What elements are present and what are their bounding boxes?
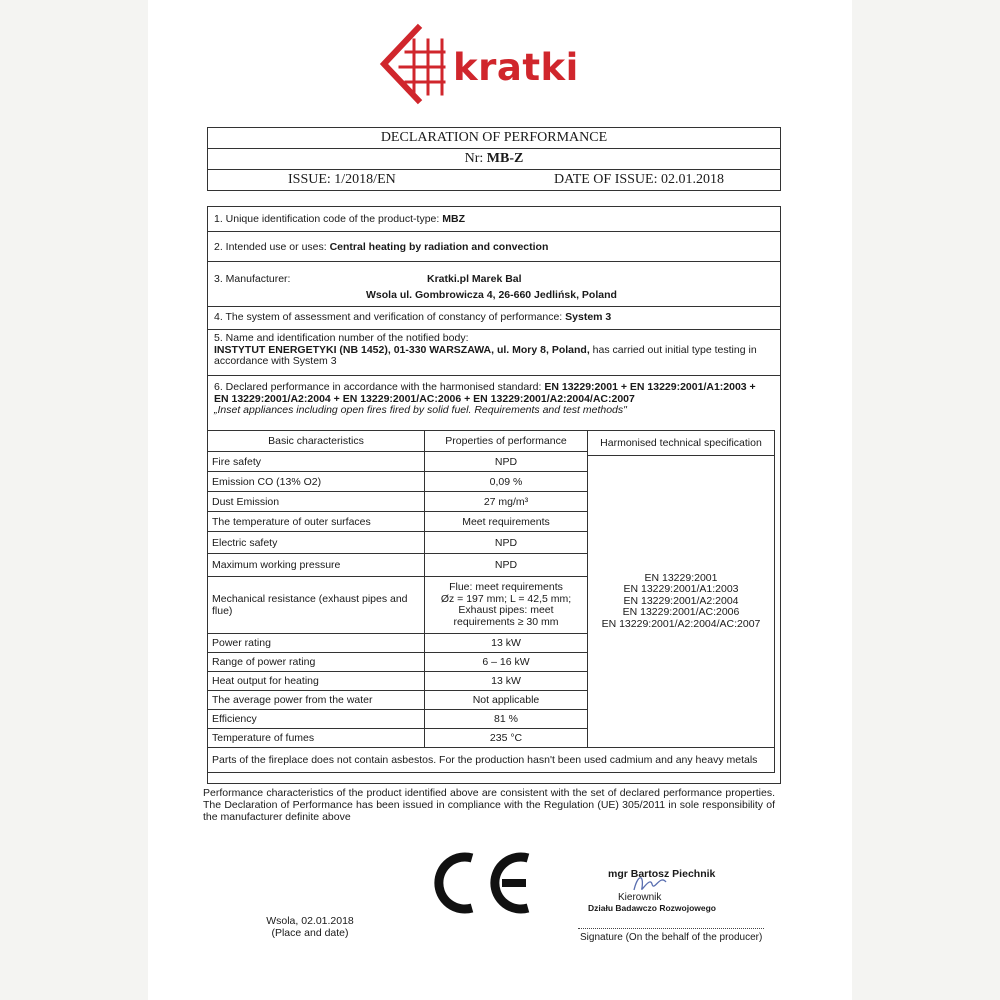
table-row-char: The temperature of outer surfaces: [207, 511, 425, 532]
signatory-department: Działu Badawczo Rozwojowego: [588, 903, 716, 913]
table-row-char: Fire safety: [207, 451, 425, 472]
table-header-characteristics: Basic characteristics: [207, 430, 425, 452]
table-row-char: Power rating: [207, 633, 425, 653]
table-row-perf: Not applicable: [424, 690, 588, 710]
signatory-name: mgr Bartosz Piechnik: [608, 868, 716, 880]
compliance-statement: Performance characteristics of the product identified above are consistent with the set of declared performance properties. The Declaration of Performance has been issued in compliance with the Regulation (UE) 305/2011 in sole responsibility of the manufacturer definite above: [203, 787, 775, 823]
kratki-logo: [378, 22, 618, 106]
ce-mark: [428, 852, 532, 914]
doc-number: Nr: MB-Z: [464, 151, 524, 166]
signatory-role: Kierownik: [618, 892, 662, 903]
performance-table: [207, 430, 775, 773]
signature-caption: Signature (On the behalf of the producer): [580, 932, 763, 943]
doc-header: [207, 127, 781, 191]
doc-title: DECLARATION OF PERFORMANCE: [380, 130, 608, 145]
table-row-char: Emission CO (13% O2): [207, 471, 425, 492]
table-row-char: Heat output for heating: [207, 671, 425, 691]
ce-mark-icon: [428, 852, 532, 914]
table-header-performance: Properties of performance: [424, 430, 588, 452]
issue: ISSUE: 1/2018/EN: [288, 172, 396, 187]
table-row-perf: NPD: [424, 553, 588, 577]
table-row-char: Maximum working pressure: [207, 553, 425, 577]
table-row-char: Temperature of fumes: [207, 728, 425, 748]
table-row-char: Mechanical resistance (exhaust pipes and flue): [207, 576, 425, 634]
table-row-perf: NPD: [424, 531, 588, 554]
table-row-char: Dust Emission: [207, 491, 425, 512]
section-6: 6. Declared performance in accordance with the harmonised standard: EN 13229:2001 + EN 13229:2001/A1:2003 + EN 13229:2001/A2:2004 + EN 13229:2001/AC:2006 + EN 13229:2001/A2:2004/AC:2007 „Inset appliances including open fires fired by solid fuel. Requirements and test methods": [214, 381, 756, 416]
place-and-date: Wsola, 02.01.2018 (Place and date): [266, 915, 354, 939]
table-row-perf: Meet requirements: [424, 511, 588, 532]
table-row-perf: 27 mg/m³: [424, 491, 588, 512]
table-row-char: Efficiency: [207, 709, 425, 729]
logo-wordmark: kratki: [453, 46, 579, 89]
section-3: 3. Manufacturer: Kratki.pl Marek Bal Wsola ul. Gombrowicza 4, 26-660 Jedlińsk, Poland: [208, 262, 780, 307]
section-5: 5. Name and identification number of the notified body: INSTYTUT ENERGETYKI (NB 1452), 01-330 WARSZAWA, ul. Mory 8, Poland, has carried out initial type testing in accordance with System 3: [208, 330, 780, 376]
table-row-perf: 235 °C: [424, 728, 588, 748]
table-row-perf: 13 kW: [424, 633, 588, 653]
section-2: 2. Intended use or uses: Central heating by radiation and convection: [208, 232, 780, 262]
section-1: 1. Unique identification code of the product-type: MBZ: [208, 207, 780, 232]
table-row-perf: 13 kW: [424, 671, 588, 691]
table-row-perf: 6 – 16 kW: [424, 652, 588, 672]
table-row-perf: NPD: [424, 451, 588, 472]
table-row-perf: Flue: meet requirements Øz = 197 mm; L = 42,5 mm; Exhaust pipes: meet requirements ≥ 30 mm: [424, 576, 588, 634]
table-row-char: Range of power rating: [207, 652, 425, 672]
section-4: 4. The system of assessment and verification of constancy of performance: System 3: [208, 307, 780, 330]
grid-arrow-logo-icon: [378, 22, 454, 106]
harmonised-spec-cell: EN 13229:2001 EN 13229:2001/A1:2003 EN 13229:2001/A2:2004 EN 13229:2001/AC:2006 EN 13229:2001/A2:2004/AC:2007: [587, 455, 775, 748]
table-row-char: The average power from the water: [207, 690, 425, 710]
date-of-issue: DATE OF ISSUE: 02.01.2018: [554, 172, 724, 187]
table-header-specification: Harmonised technical specification: [587, 430, 775, 456]
table-row-perf: 0,09 %: [424, 471, 588, 492]
table-footer-note: Parts of the fireplace does not contain asbestos. For the production hasn't been used cadmium and any heavy metals: [207, 747, 775, 773]
table-row-char: Electric safety: [207, 531, 425, 554]
signature-line: [578, 928, 764, 929]
table-row-perf: 81 %: [424, 709, 588, 729]
